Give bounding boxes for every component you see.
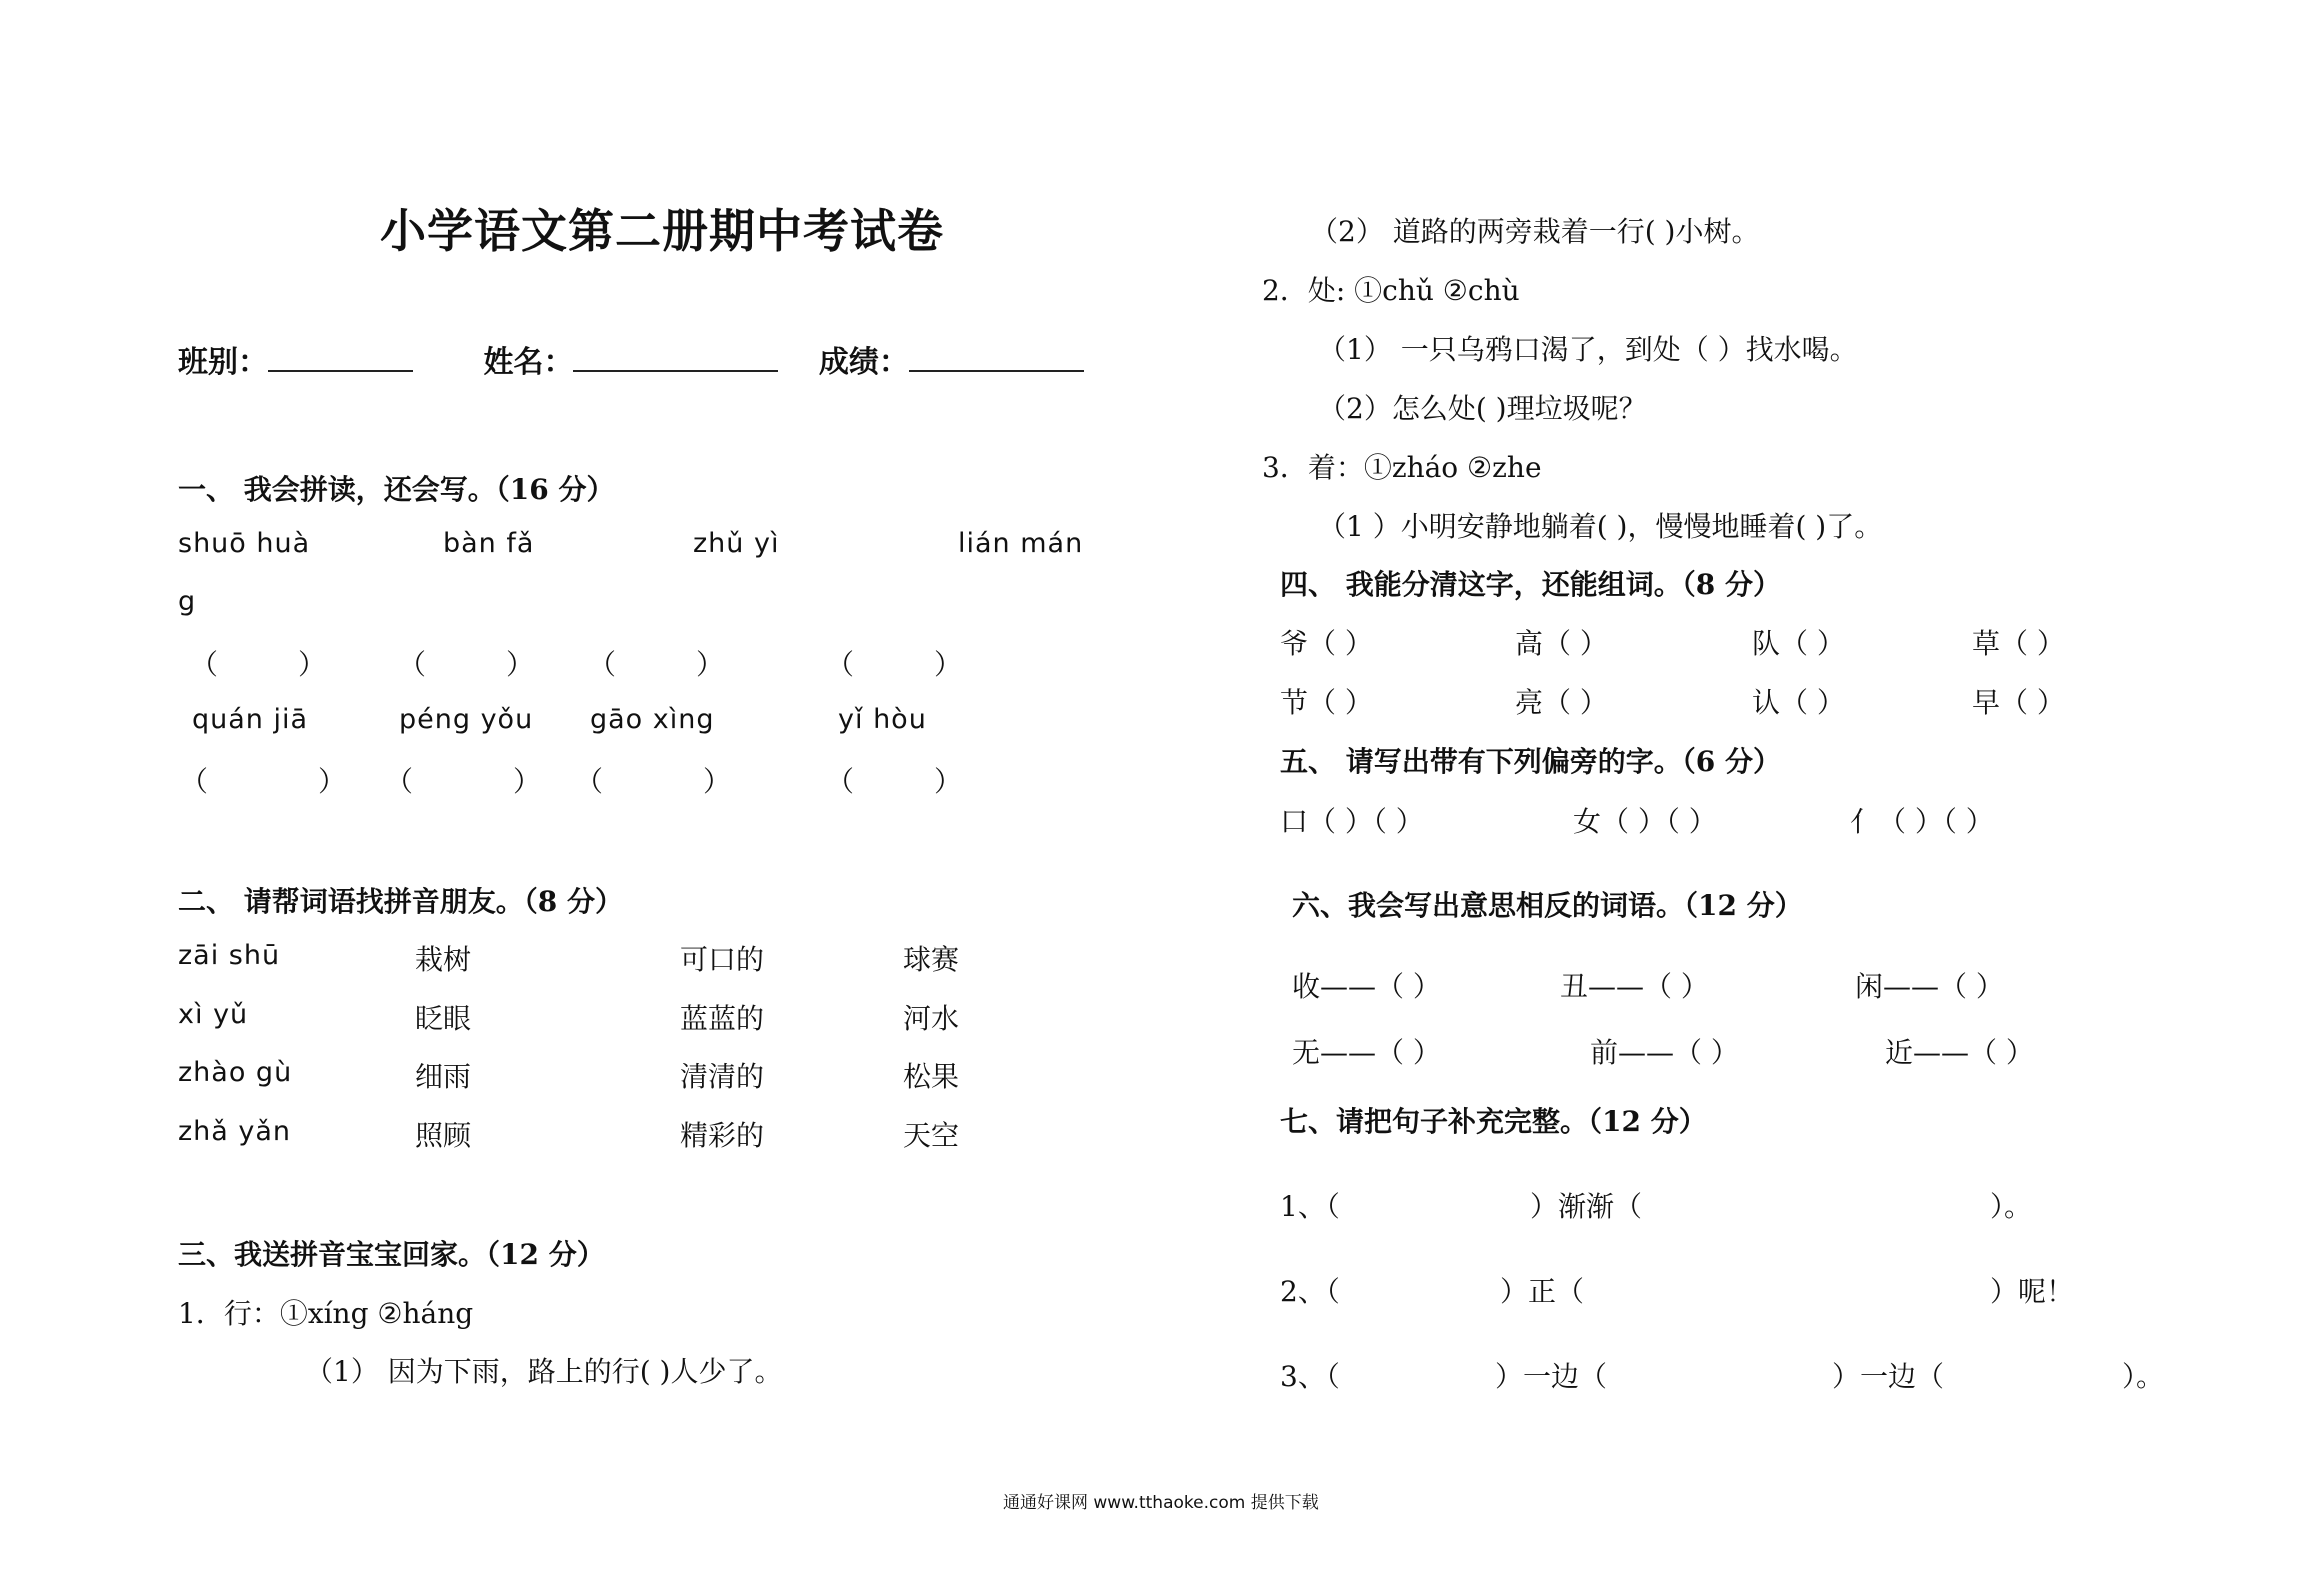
pinyin-item: zāi shū xyxy=(178,940,281,971)
antonym-item: 前——（ ） xyxy=(1590,1036,1739,1069)
char-item: 队（ ） xyxy=(1752,627,1845,660)
sentence-1-mid: ）渐渐（ xyxy=(1530,1190,1643,1223)
question-2a: （1） 一只乌鸦口渴了，到处（ ）找水喝。 xyxy=(1318,333,1858,366)
page-title: 小学语文第二册期中考试卷 xyxy=(380,204,944,258)
pinyin-item: zhǎ yǎn xyxy=(178,1116,292,1147)
section-4-heading: 四、 我能分清这字，还能组词。（8 分） xyxy=(1280,568,1781,601)
pinyin-item: zhǔ yì xyxy=(693,528,780,559)
name-label: 姓名： xyxy=(483,345,574,380)
sentence-1-end: ）。 xyxy=(1990,1190,2033,1223)
pinyin-item: péng yǒu xyxy=(399,704,534,735)
answer-paren[interactable]: （ ） xyxy=(398,648,535,681)
word-item: 清清的 xyxy=(680,1060,765,1093)
answer-paren[interactable]: （ ） xyxy=(385,765,542,798)
answer-paren[interactable]: （ ） xyxy=(180,765,347,798)
sentence-2-end: ）呢！ xyxy=(1990,1275,2075,1308)
antonym-item: 无——（ ） xyxy=(1292,1036,1441,1069)
pinyin-item: gāo xìng xyxy=(590,704,715,735)
section-5-heading: 五、 请写出带有下列偏旁的字。（6 分） xyxy=(1280,745,1781,778)
question-1: 1．行：①xíng ②háng xyxy=(178,1297,474,1330)
word-item: 河水 xyxy=(903,1002,960,1035)
section-1-heading: 一、 我会拼读，还会写。（16 分） xyxy=(178,473,615,506)
question-3: 3．着：①zháo ②zhe xyxy=(1262,451,1542,484)
answer-paren[interactable]: （ ） xyxy=(826,648,963,681)
section-6-heading: 六、我会写出意思相反的词语。（12 分） xyxy=(1292,889,1803,922)
pinyin-item: lián mán xyxy=(958,528,1084,559)
question-1a: （1） 因为下雨，路上的行( )人少了。 xyxy=(305,1355,783,1388)
char-item: 早（ ） xyxy=(1972,686,2065,719)
class-label: 班别： xyxy=(178,345,268,380)
pinyin-item: zhào gù xyxy=(178,1057,293,1088)
answer-paren[interactable]: （ ） xyxy=(588,648,725,681)
footer-credit: 通通好课网 www.tthaoke.com 提供下载 xyxy=(1003,1493,1319,1513)
sentence-2-start: 2、（ xyxy=(1280,1275,1340,1308)
word-item: 球赛 xyxy=(903,943,960,976)
pinyin-item: shuō huà xyxy=(178,528,311,559)
char-item: 爷（ ） xyxy=(1280,627,1373,660)
word-item: 细雨 xyxy=(415,1060,472,1093)
answer-paren[interactable]: （ ） xyxy=(575,765,732,798)
antonym-item: 闲——（ ） xyxy=(1855,970,2004,1003)
score-label: 成绩： xyxy=(818,345,909,380)
radical-item: 口（ ）（ ） xyxy=(1280,805,1424,838)
section-3-heading: 三、我送拼音宝宝回家。（12 分） xyxy=(178,1238,605,1271)
header-row xyxy=(178,337,1084,381)
sentence-3-mid2: ）一边（ xyxy=(1832,1360,1945,1393)
sentence-2-mid: ）正（ xyxy=(1500,1275,1585,1308)
word-item: 照顾 xyxy=(415,1119,472,1152)
question-3a: （1 ）小明安静地躺着( )，慢慢地睡着( )了。 xyxy=(1318,510,1883,543)
pinyin-item: bàn fǎ xyxy=(443,528,535,559)
answer-paren[interactable]: （ ） xyxy=(190,648,327,681)
class-field[interactable] xyxy=(268,340,413,372)
word-item: 眨眼 xyxy=(415,1002,472,1035)
char-item: 高（ ） xyxy=(1515,627,1608,660)
question-2b: （2）怎么处( )理垃圾呢？ xyxy=(1318,392,1647,425)
question-1b: （2） 道路的两旁栽着一行( )小树。 xyxy=(1310,215,1760,248)
char-item: 认（ ） xyxy=(1752,686,1845,719)
char-item: 节（ ） xyxy=(1280,686,1373,719)
antonym-item: 近——（ ） xyxy=(1885,1036,2034,1069)
sentence-3-end: ）。 xyxy=(2122,1360,2165,1393)
word-item: 精彩的 xyxy=(680,1119,765,1152)
radical-item: 女（ ）（ ） xyxy=(1573,805,1717,838)
section-7-heading: 七、请把句子补充完整。（12 分） xyxy=(1280,1105,1707,1138)
word-item: 松果 xyxy=(903,1060,960,1093)
section-2-heading: 二、 请帮词语找拼音朋友。（8 分） xyxy=(178,885,623,918)
char-item: 草（ ） xyxy=(1972,627,2065,660)
pinyin-item: yǐ hòu xyxy=(838,704,927,735)
radical-item: 亻（ ）（ ） xyxy=(1850,805,1994,838)
sentence-3-start: 3、（ xyxy=(1280,1360,1340,1393)
sentence-3-mid1: ）一边（ xyxy=(1495,1360,1608,1393)
sentence-1-start: 1、（ xyxy=(1280,1190,1340,1223)
word-item: 蓝蓝的 xyxy=(680,1002,765,1035)
pinyin-item: quán jiā xyxy=(192,704,309,735)
antonym-item: 丑——（ ） xyxy=(1560,970,1709,1003)
pinyin-item: xì yǔ xyxy=(178,999,249,1030)
score-field[interactable] xyxy=(909,340,1084,372)
name-field[interactable] xyxy=(573,340,778,372)
char-item: 亮（ ） xyxy=(1515,686,1608,719)
question-2: 2．处: ①chǔ ②chù xyxy=(1262,274,1520,307)
answer-paren[interactable]: （ ） xyxy=(826,765,963,798)
word-item: 可口的 xyxy=(680,943,765,976)
antonym-item: 收——（ ） xyxy=(1292,970,1441,1003)
pinyin-wrap: g xyxy=(178,586,197,617)
word-item: 栽树 xyxy=(415,943,472,976)
word-item: 天空 xyxy=(903,1119,960,1152)
